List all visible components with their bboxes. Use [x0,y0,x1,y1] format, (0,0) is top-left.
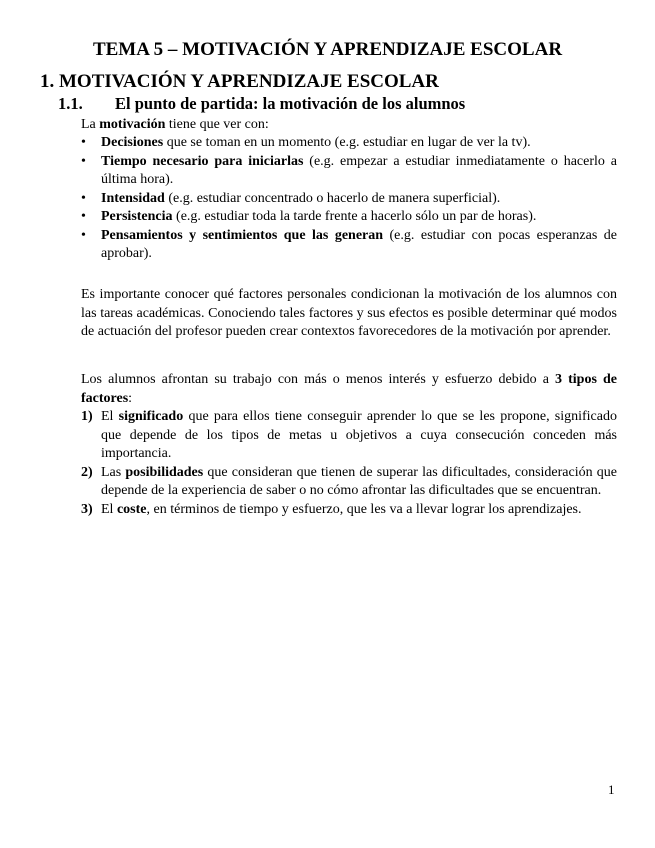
section-title: MOTIVACIÓN Y APRENDIZAJE ESCOLAR [59,71,439,92]
bullet-text: (e.g. estudiar concentrado o hacerlo de manera superficial). [164,190,501,206]
bullet-text: que se toman en un momento (e.g. estudiar en lugar de ver la tv). [163,135,531,150]
subsection-number: 1.1. [58,94,83,113]
item-pre: Las [101,464,126,480]
list-item [81,134,617,153]
intro-bold: motivación [99,117,166,132]
list-item [81,208,617,227]
bullet-bold: Intensidad [101,190,165,206]
item-pre: El [101,409,119,424]
paragraph-pre: Los alumnos afrontan su trabajo con más o menos interés y esfuerzo debido a [81,372,556,387]
bullet-text: (e.g. empezar a estudiar inmediatamente o hacerlo a última hora). [101,153,617,187]
bullet-bold: Decisiones [101,135,164,150]
item-pre: El [101,501,117,517]
bullet-icon: • [81,153,86,169]
list-item [81,153,617,190]
bullet-text: (e.g. estudiar con pocas esperanzas de aprobar). [101,227,617,261]
document-title: TEMA 5 – MOTIVACIÓN Y APRENDIZAJE ESCOLAR [92,39,563,60]
list-item [81,501,617,520]
item-post: que consideran que tienen de superar las dificultades, consideración que depende de la experiencia de saber o no cómo afrontar las dificultades que se encuentran. [101,464,617,498]
bullet-icon: • [81,209,86,224]
paragraph-bold: 3 tipos de factores [81,372,617,406]
item-number: 1) [81,409,93,424]
item-bold: coste [116,501,147,517]
item-bold: posibilidades [125,464,204,480]
intro-post: tiene que ver con: [165,117,269,132]
list-item [81,464,617,501]
motivation-bullet-list [81,134,617,264]
subsection-heading [58,94,465,114]
intro-line [81,116,617,135]
item-number: 3) [81,501,93,517]
paragraph-factors-importance: Es importante conocer qué factores personales condicionan la motivación de los alumnos con las tareas académicas. Conociendo tales factores y sus efectos es posible determinar qué modos de actuación del profesor pueden crear contextos favorecedores de la motivación por aprender. [81,287,617,339]
item-bold: significado [118,409,184,424]
paragraph-post: : [128,390,133,406]
intro-pre: La [81,117,100,132]
page-number: 1 [608,782,615,797]
section-number: 1. [40,71,55,92]
bullet-icon: • [81,135,86,150]
section-heading [40,70,439,94]
bullet-bold: Tiempo necesario para iniciarlas [101,153,304,169]
list-item [81,408,617,464]
subsection-title: El punto de partida: la motivación de los alumnos [115,94,466,113]
paragraph-three-factors [81,371,617,408]
bullet-text: (e.g. estudiar toda la tarde frente a hacerlo sólo un par de horas). [172,209,537,224]
item-post: , en términos de tiempo y esfuerzo, que les va a llevar lograr los aprendizajes. [146,501,582,517]
item-post: que para ellos tiene conseguir aprender lo que se les propone, significado que depende de los tipos de metas u objetivos a cuya consecución conceden más importancia. [101,409,617,461]
list-item [81,227,617,264]
bullet-bold: Persistencia [101,209,173,224]
list-item [81,190,617,209]
bullet-icon: • [81,190,86,206]
item-number: 2) [81,464,93,480]
factors-numbered-list [81,408,617,519]
bullet-bold: Pensamientos y sentimientos que las generan [101,227,384,243]
bullet-icon: • [81,227,86,243]
